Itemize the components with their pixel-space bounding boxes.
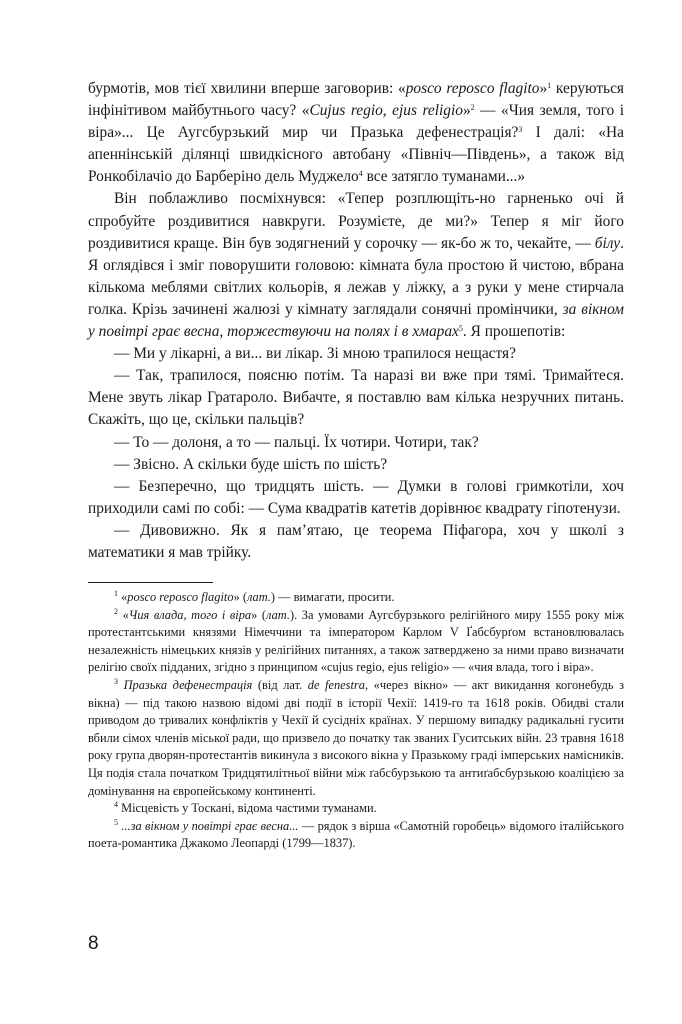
- footnote: [88, 800, 624, 818]
- page-number: 8: [88, 933, 99, 954]
- text-run: Місцевість у Тоскані, відома частими туманами.: [118, 801, 377, 816]
- footnote-marker: 5: [114, 817, 118, 827]
- footnote-marker: 3: [114, 677, 118, 687]
- text-run: . Я оглядівся і зміг поворушити головою: кімната була простою й чистою, вбрана кількома меблями світлих кольорів, я лежав у ліжку, а з руки у мене стирчала голка. Крізь зачинені жалюзі у кімнату заглядали сонячні промінчики,: [88, 234, 624, 318]
- footnotes: [88, 589, 624, 853]
- text-run: — То — долоня, а то — пальці. Їх чотири. Чотири, так?: [114, 433, 479, 451]
- paragraph: [88, 365, 624, 431]
- paragraph: [88, 476, 624, 520]
- text-run: Він поблажливо посміхнувся: «Тепер розплющіть-но гарненько очі й спробуйте роздивитися навкруги. Розумієте, де ми?» Тепер я міг його роздивитися краще. Він був зодягнений у сорочку — як-бо ж то, чекайте, —: [88, 190, 624, 252]
- footnote: [88, 677, 624, 800]
- italic-text: de fenestra: [307, 678, 365, 693]
- text-run: (від лат.: [252, 678, 308, 693]
- italic-text: posco reposco flagito: [405, 80, 540, 97]
- text-run: — Так, трапилося, поясню потім. Та наразі ви вже при тямі. Тримайтеся. Мене звуть лікар Гратароло. Вибачте, я поставлю вам кілька незручних питань. Скажіть, що це, скільки пальців?: [88, 367, 624, 429]
- italic-text: posco reposco flagito: [127, 590, 234, 605]
- footnote-marker: 3: [518, 125, 523, 135]
- footnote: [88, 589, 624, 607]
- text-run: ). За умовами Аугсбурзького релігійного миру 1555 року між протестантськими князями Німеччини та імператором Карлом V Ґабсбурґом встановлювалась незалежність німецьких князів у релігійних питаннях, а також затверджено за ними право визначати релігію своїх підданих, згідно з принципом «cujus regio, ejus religio» — «чия влада, того і віра».: [88, 607, 625, 675]
- paragraph: [88, 188, 624, 343]
- text-run: »: [539, 80, 548, 97]
- footnote-marker: 4: [358, 169, 363, 179]
- text-run: , «через вікно» — акт викидання когонебудь з вікна) — під такою назвою відомі дві події в історії Чехії: 1419-го та 1618 років. Обидві стали приводом до тривалих конфліктів у Чехії й сусідніх країнах. У першому випадку радикальні гусити вбили сімох членів міської ради, що призвело до початку так званих Гуситських війн. 23 травня 1618 року група дворян-протестантів викинула з високого вікна у Празькому граді імперських намісників. Ця подія стала початком Тридцятилітньої війни між ґабсбурзькою та антиґабсбурзькою коаліцією за домінування на європейському континенті.: [88, 678, 624, 798]
- italic-text: Cujus regio, ejus religio: [309, 102, 463, 120]
- footnote: [88, 818, 624, 853]
- italic-text: Чия влада, того і віра: [128, 607, 252, 622]
- footnote: [88, 607, 624, 677]
- text-run: все затягло туманами...»: [362, 168, 526, 186]
- footnote-marker: 1: [547, 81, 552, 90]
- book-page: [88, 78, 624, 853]
- main-text: [88, 78, 624, 564]
- text-run: . Я прошепотів:: [462, 323, 566, 341]
- paragraph: [88, 432, 624, 454]
- text-run: ) — вимагати, просити.: [270, 590, 395, 605]
- text-run: І далі: «На апеннінській ділянці швидкісного автобану «Північ—Південь», а також від Ронкобілачіо до Барберіно дель Муджело: [88, 124, 624, 186]
- text-run: — Звісно. А скільки буде шість по шість?: [114, 455, 388, 473]
- paragraph: [88, 454, 624, 476]
- italic-text: Празька дефенестрація: [123, 678, 253, 693]
- paragraph: [88, 520, 624, 564]
- text-run: — Ми у лікарні, а ви... ви лікар. Зі мною трапилося нещастя?: [114, 345, 516, 363]
- text-run: » (: [233, 590, 247, 605]
- footnote-marker: 5: [458, 324, 463, 334]
- text-run: «: [118, 590, 128, 605]
- footnote-marker: 2: [470, 103, 475, 113]
- italic-text: лат.: [246, 590, 271, 605]
- italic-text: білу: [594, 234, 621, 252]
- italic-text: за вікном у повітрі грає весна, торжествуючи на полях і в хмарах: [88, 300, 624, 341]
- paragraph: [88, 343, 624, 365]
- footnote-marker: 4: [114, 800, 118, 810]
- text-run: — рядок з вірша «Самотній горобець» відомого італійського поета-романтика Джакомо Леопарді (1799—1837).: [88, 818, 624, 851]
- footnote-marker: 1: [114, 589, 118, 599]
- text-run: »: [462, 102, 471, 120]
- text-run: бурмотів, мов тієї хвилини вперше заговорив: «: [88, 80, 406, 97]
- italic-text: ...за вікном у повітрі грає весна...: [121, 818, 299, 833]
- text-run: — «Чия земля, того і віра»... Це Аугсбурзький мир чи Празька дефенестрація?: [88, 102, 624, 142]
- paragraph: [88, 78, 624, 188]
- text-run: керуються інфінітивом майбутнього часу? «: [88, 80, 624, 120]
- text-run: » (: [251, 607, 267, 622]
- footnote-divider: [88, 582, 213, 583]
- italic-text: лат.: [266, 607, 290, 622]
- text-run: «: [118, 607, 129, 622]
- text-run: — Дивовижно. Як я пам’ятаю, це теорема Піфагора, хоч у школі з математики я мав трійку.: [88, 521, 624, 561]
- text-run: — Безперечно, що тридцять шість. — Думки в голові гримкотіли, хоч приходили самі по собі: — Сума квадратів катетів дорівнює квадрату гіпотенузи.: [88, 477, 624, 517]
- footnote-marker: 2: [114, 606, 118, 616]
